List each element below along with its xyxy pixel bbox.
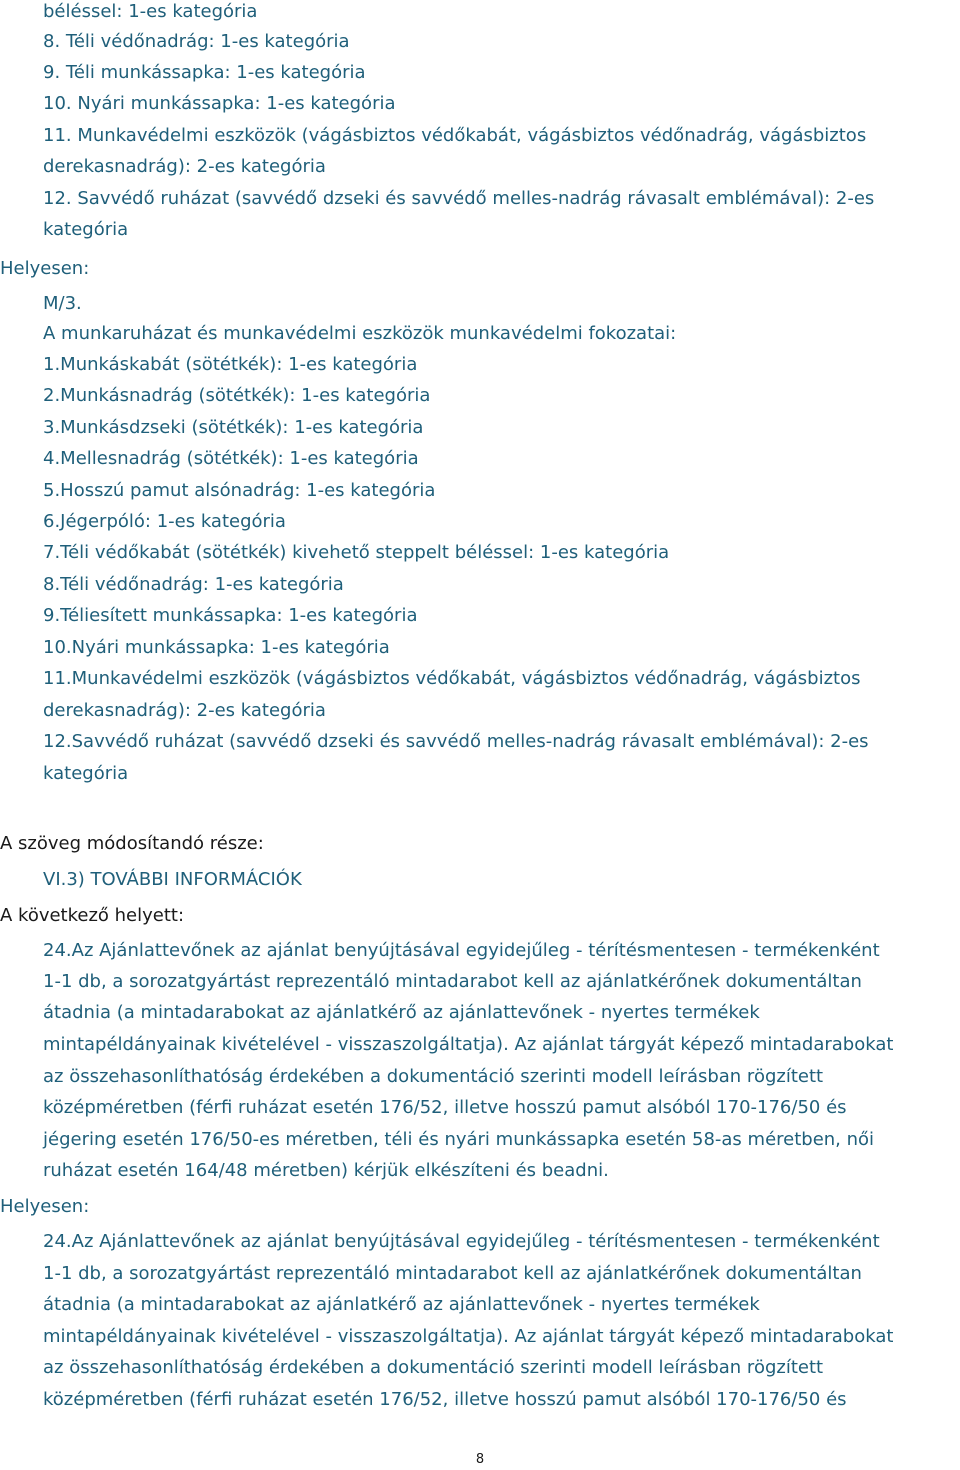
list-line: derekasnadrág): 2-es kategória xyxy=(43,700,326,721)
paragraph-line: középméretben (férfi ruházat esetén 176/52, illetve hosszú pamut alsóból 170-176/50 és xyxy=(43,1097,847,1118)
list-line: kategória xyxy=(43,219,129,240)
paragraph-line: 1-1 db, a sorozatgyártást reprezentáló mintadarabot kell az ajánlatkérőnek dokumentáltan xyxy=(43,971,862,992)
paragraph-line: 24.Az Ajánlattevőnek az ajánlat benyújtásával egyidejűleg - térítésmentesen - termékenként xyxy=(43,940,880,961)
paragraph-line: 1-1 db, a sorozatgyártást reprezentáló mintadarabot kell az ajánlatkérőnek dokumentáltan xyxy=(43,1263,862,1284)
paragraph-line: mintapéldányainak kivételével - visszaszolgáltatja). Az ajánlat tárgyát képező mintadarabokat xyxy=(43,1034,894,1055)
section-title: VI.3) TOVÁBBI INFORMÁCIÓK xyxy=(43,869,302,890)
list-line: 10. Nyári munkássapka: 1-es kategória xyxy=(43,93,396,114)
label-modositando: A szöveg módosítandó része: xyxy=(0,833,264,854)
paragraph-line: az összehasonlíthatóság érdekében a dokumentáció szerinti modell leírásban rögzített xyxy=(43,1357,824,1378)
paragraph-line: jégering esetén 176/50-es méretben, téli és nyári munkássapka esetén 58-as méretben, női xyxy=(43,1129,875,1150)
list-line: 2.Munkásnadrág (sötétkék): 1-es kategória xyxy=(43,385,431,406)
paragraph-line: átadnia (a mintadarabokat az ajánlatkérő az ajánlattevőnek - nyertes termékek xyxy=(43,1002,760,1023)
page-number: 8 xyxy=(475,1452,485,1467)
list-line: 11.Munkavédelmi eszközök (vágásbiztos védőkabát, vágásbiztos védőnadrág, vágásbiztos xyxy=(43,668,861,689)
list-line: M/3. xyxy=(43,293,82,314)
list-line: 8.Téli védőnadrág: 1-es kategória xyxy=(43,574,344,595)
list-line: 5.Hosszú pamut alsónadrág: 1-es kategória xyxy=(43,480,436,501)
list-line: 9.Téliesített munkássapka: 1-es kategória xyxy=(43,605,418,626)
list-line: 10.Nyári munkássapka: 1-es kategória xyxy=(43,637,390,658)
list-line: 12. Savvédő ruházat (savvédő dzseki és savvédő melles-nadrág rávasalt emblémával): 2-es xyxy=(43,188,875,209)
label-kovetkezo: A következő helyett: xyxy=(0,905,185,926)
paragraph-line: mintapéldányainak kivételével - visszaszolgáltatja). Az ajánlat tárgyát képező mintadarabokat xyxy=(43,1326,894,1347)
list-line: 3.Munkásdzseki (sötétkék): 1-es kategória xyxy=(43,417,424,438)
paragraph-line: középméretben (férfi ruházat esetén 176/52, illetve hosszú pamut alsóból 170-176/50 és xyxy=(43,1389,847,1410)
list-line: 1.Munkáskabát (sötétkék): 1-es kategória xyxy=(43,354,418,375)
list-line: 9. Téli munkássapka: 1-es kategória xyxy=(43,62,366,83)
label-helyesen: Helyesen: xyxy=(0,1196,90,1217)
list-line: 8. Téli védőnadrág: 1-es kategória xyxy=(43,31,350,52)
list-line: 11. Munkavédelmi eszközök (vágásbiztos védőkabát, vágásbiztos védőnadrág, vágásbiztos xyxy=(43,125,867,146)
list-line: 6.Jégerpóló: 1-es kategória xyxy=(43,511,286,532)
list-line: 12.Savvédő ruházat (savvédő dzseki és savvédő melles-nadrág rávasalt emblémával): 2-es xyxy=(43,731,869,752)
paragraph-line: ruházat esetén 164/48 méretben) kérjük elkészíteni és beadni. xyxy=(43,1160,609,1181)
list-line: 7.Téli védőkabát (sötétkék) kivehető steppelt béléssel: 1-es kategória xyxy=(43,542,670,563)
list-line: 4.Mellesnadrág (sötétkék): 1-es kategória xyxy=(43,448,419,469)
list-line: A munkaruházat és munkavédelmi eszközök munkavédelmi fokozatai: xyxy=(43,323,677,344)
label-helyesen: Helyesen: xyxy=(0,258,90,279)
paragraph-line: átadnia (a mintadarabokat az ajánlatkérő az ajánlattevőnek - nyertes termékek xyxy=(43,1294,760,1315)
paragraph-line: az összehasonlíthatóság érdekében a dokumentáció szerinti modell leírásban rögzített xyxy=(43,1066,824,1087)
list-line: béléssel: 1-es kategória xyxy=(43,1,258,22)
paragraph-line: 24.Az Ajánlattevőnek az ajánlat benyújtásával egyidejűleg - térítésmentesen - termékenként xyxy=(43,1231,880,1252)
list-line: kategória xyxy=(43,763,129,784)
list-line: derekasnadrág): 2-es kategória xyxy=(43,156,326,177)
